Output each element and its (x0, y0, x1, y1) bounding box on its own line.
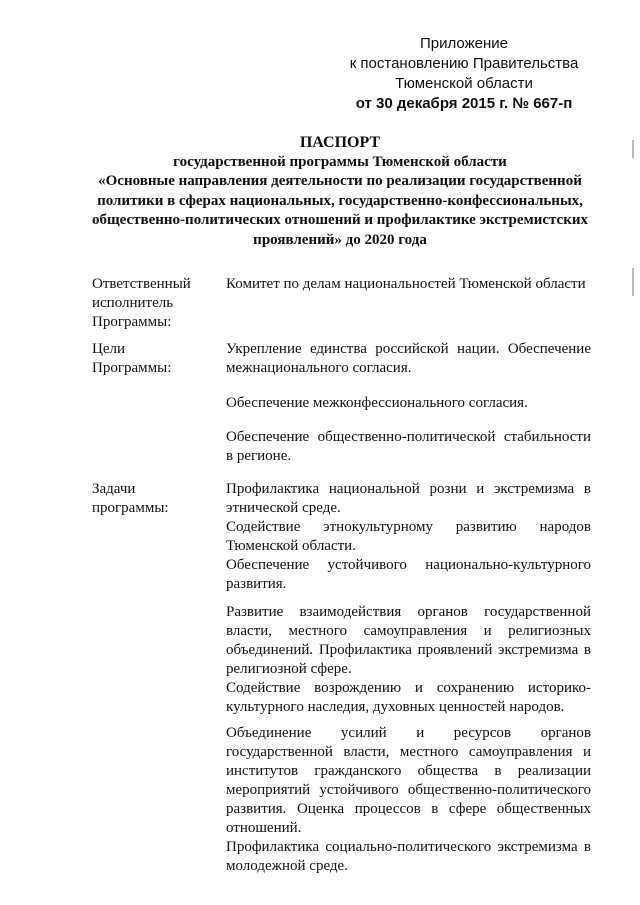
label-responsible-1: Ответственный (92, 276, 191, 292)
goals-paragraph-3 (226, 428, 591, 466)
tasks-text-1b: Содействие этнокультурному развитию народов Тюменской области. (226, 519, 591, 554)
header-region: Тюменской области (395, 75, 533, 92)
title-passport: ПАСПОРТ (299, 134, 381, 151)
tasks-text-2b: Содействие возрождению и сохранению историко-культурного наследия, духовных ценностей народов. (226, 680, 591, 715)
label-responsible (92, 275, 210, 332)
tasks-group-1 (226, 480, 591, 594)
label-goals (92, 340, 210, 378)
tasks-text-3a: Объединение усилий и ресурсов органов государственной власти, местного самоуправления и институтов гражданского общества в реализации мероприятий устойчивого общественно-политического развития. Оценка процессов в сфере общественных отношений. (226, 725, 591, 836)
tasks-group-3 (226, 724, 591, 876)
tasks-text-3b: Профилактика социально-политического экстремизма в молодежной среде. (226, 839, 591, 874)
label-responsible-3: Программы: (92, 314, 172, 330)
tasks-text-1c: Обеспечение устойчивого национально-культурного развития. (226, 557, 591, 592)
label-tasks-2: программы: (92, 500, 169, 516)
label-tasks-1: Задачи (92, 481, 136, 497)
label-responsible-2: исполнитель (92, 295, 174, 311)
document-header (344, 34, 584, 114)
goals-text-2: Обеспечение межконфессионального согласия. (226, 395, 528, 411)
goals-paragraph-2 (226, 394, 591, 413)
responsible-text: Комитет по делам национальностей Тюменской области (226, 276, 586, 292)
header-date-number: от 30 декабря 2015 г. № 667-п (355, 95, 573, 112)
label-goals-2: Программы: (92, 360, 172, 376)
label-tasks (92, 480, 210, 518)
tasks-text-2a: Развитие взаимодействия органов государственной власти, местного самоуправления и религиозных объединений. Профилактика проявлений экстремизма в религиозной сфере. (226, 604, 591, 677)
document-title (70, 133, 610, 250)
header-appendix: Приложение (420, 35, 508, 52)
scan-artifact (632, 140, 634, 158)
tasks-group-2 (226, 603, 591, 717)
scan-artifact (632, 268, 634, 296)
title-line-4: политики в сферах национальных, государственно-конфессиональных, (97, 192, 583, 209)
title-line-3: «Основные направления деятельности по реализации государственной (98, 173, 582, 189)
label-goals-1: Цели (92, 341, 126, 357)
title-line-6: проявлений» до 2020 года (253, 231, 427, 248)
value-responsible (226, 275, 591, 294)
goals-paragraph-1 (226, 340, 591, 378)
header-resolution: к постановлению Правительства (349, 55, 579, 72)
title-line-2: государственной программы Тюменской области (173, 153, 507, 170)
title-line-5: общественно-политических отношений и профилактике экстремистских (91, 212, 588, 228)
goals-text-1: Укрепление единства российской нации. Обеспечение межнационального согласия. (226, 341, 591, 376)
goals-text-3: Обеспечение общественно-политической стабильности в регионе. (226, 429, 591, 464)
tasks-text-1a: Профилактика национальной розни и экстремизма в этнической среде. (226, 481, 591, 516)
